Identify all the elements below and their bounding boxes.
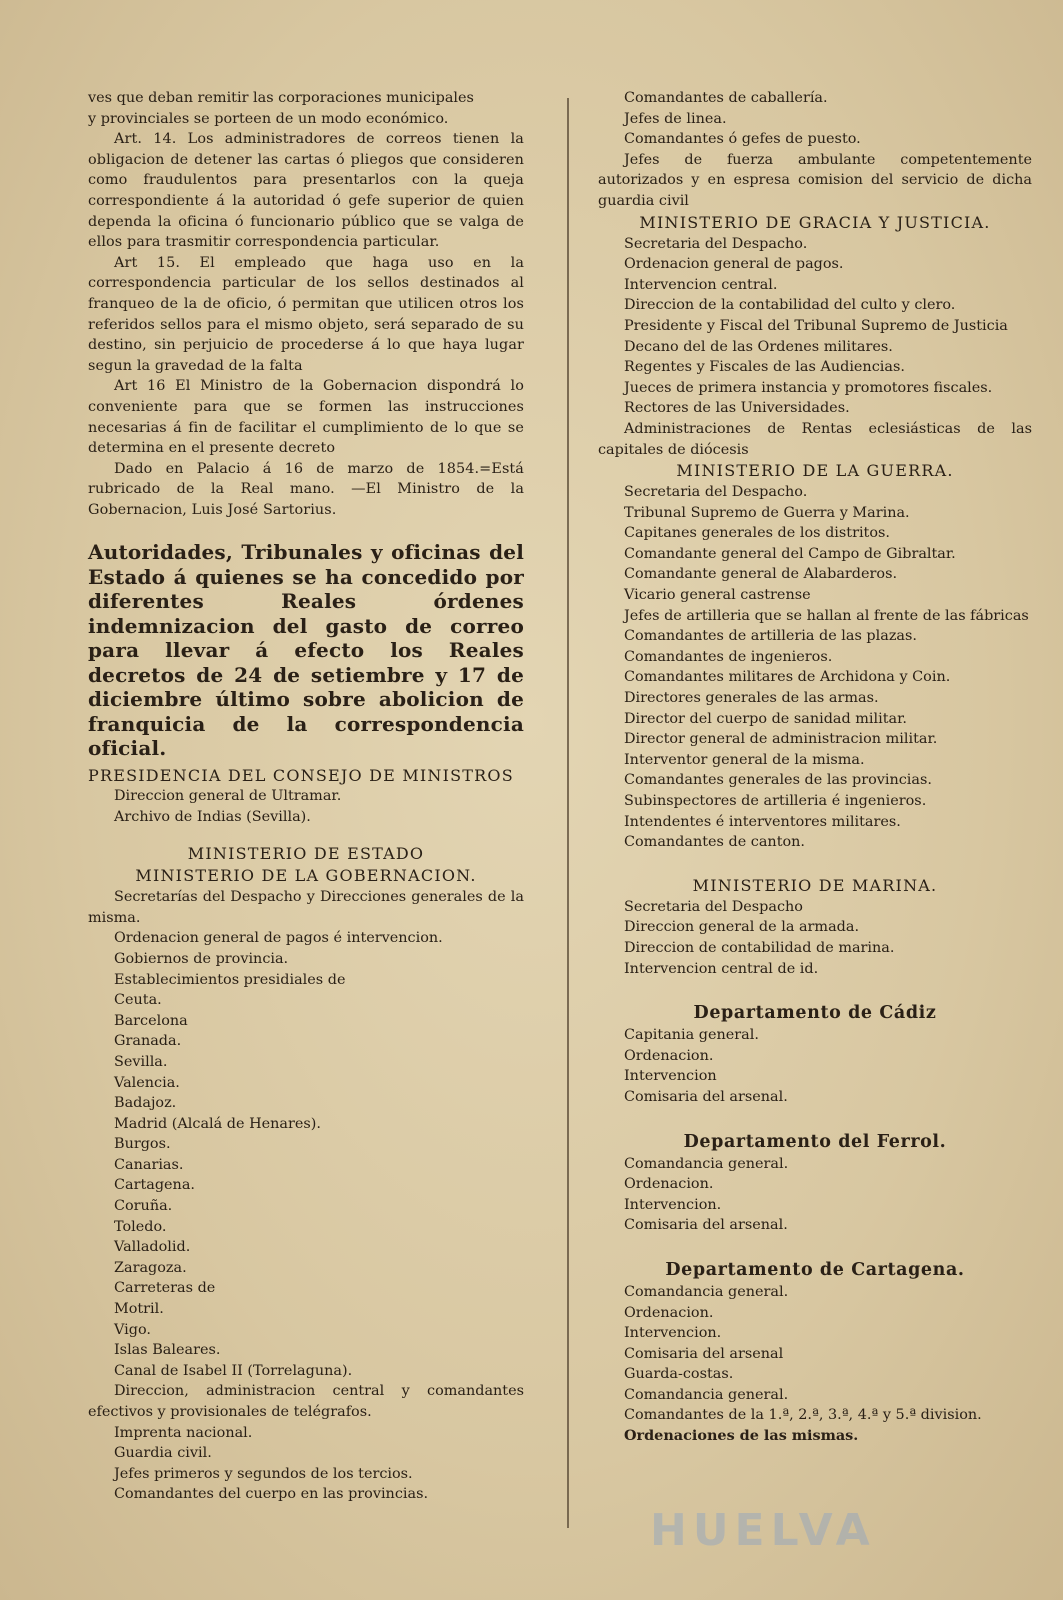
list-item: Comisaria del arsenal bbox=[624, 1345, 784, 1362]
list-item: Intervencion. bbox=[624, 1325, 722, 1342]
list-item: Administraciones de Rentas eclesiásticas de las capitales de diócesis bbox=[598, 420, 1032, 458]
list-item: Comandantes de artilleria de las plazas. bbox=[624, 628, 917, 645]
list-item: Direccion, administracion central y comandantes efectivos y provisionales de telégrafos. bbox=[88, 1383, 524, 1420]
list-item: Granada. bbox=[114, 1033, 182, 1050]
list-item: Comandancia general. bbox=[624, 1283, 789, 1300]
list-item: Ordenacion. bbox=[624, 1047, 714, 1064]
list-item: Comisaria del arsenal. bbox=[624, 1217, 788, 1234]
list-item: Regentes y Fiscales de las Audiencias. bbox=[624, 359, 905, 376]
list-item: Guarda-costas. bbox=[624, 1366, 734, 1383]
list-item: Comandancia general. bbox=[624, 1155, 789, 1172]
list-item: Comandancia general. bbox=[624, 1386, 789, 1403]
gobernacion-heading: MINISTERIO DE LA GOBERNACION. bbox=[135, 866, 477, 886]
article-15: Art 15. El empleado que haga uso en la correspondencia particular de los sellos destinados al franqueo de la de oficio, ó permitan que utilicen otros los referidos sellos para el mismo objeto, será separado de su destino, sin perjuicio de procederse á lo que haya lugar segun la gravedad de la falta bbox=[88, 254, 524, 374]
list-item: Direccion general de la armada. bbox=[624, 919, 860, 936]
decree-signature: Dado en Palacio á 16 de marzo de 1854.=Está rubricado de la Real mano. —El Ministro de la Gobernacion, Luis José Sartorius. bbox=[88, 460, 524, 518]
list-item: Rectores de las Universidades. bbox=[624, 400, 850, 417]
list-item: Tribunal Supremo de Guerra y Marina. bbox=[624, 504, 910, 521]
list-item: Gobiernos de provincia. bbox=[114, 950, 289, 967]
list-item: Intervencion bbox=[624, 1068, 717, 1085]
list-item: Valencia. bbox=[114, 1074, 180, 1091]
list-item: Direccion general de Ultramar. bbox=[114, 787, 342, 804]
list-item: Carreteras de bbox=[114, 1280, 216, 1297]
list-item: Barcelona bbox=[114, 1012, 188, 1029]
list-item: Canal de Isabel II (Torrelaguna). bbox=[114, 1362, 353, 1379]
list-item: Secretaria del Despacho. bbox=[624, 235, 808, 252]
list-item: Zaragoza. bbox=[114, 1259, 187, 1276]
article-16: Art 16 El Ministro de la Gobernacion dispondrá lo conveniente para que se formen las instrucciones necesarias á fin de facilitar el cumplimiento de lo que se determina en el presente decreto bbox=[88, 378, 524, 457]
list-item: Burgos. bbox=[114, 1136, 171, 1153]
left-column bbox=[88, 88, 524, 1505]
list-item: Establecimientos presidiales de bbox=[114, 971, 346, 988]
list-item: Ordenacion general de pagos é intervencion. bbox=[114, 930, 443, 947]
list-item: Comisaria del arsenal. bbox=[624, 1088, 788, 1105]
list-item: Islas Baleares. bbox=[114, 1342, 221, 1359]
list-item: Sevilla. bbox=[114, 1053, 168, 1070]
list-item: Toledo. bbox=[114, 1218, 167, 1235]
list-item: Archivo de Indias (Sevilla). bbox=[114, 808, 311, 825]
list-item: Madrid (Alcalá de Henares). bbox=[114, 1115, 321, 1132]
list-item: Subinspectores de artilleria é ingenieros. bbox=[624, 793, 927, 809]
list-item: Cartagena. bbox=[114, 1177, 195, 1194]
list-item: Direccion de la contabilidad del culto y clero. bbox=[624, 297, 956, 314]
list-item: Guardia civil. bbox=[114, 1445, 212, 1462]
text-line: y provinciales se porteen de un modo económico. bbox=[88, 110, 449, 127]
list-item: Intervencion central. bbox=[624, 276, 778, 293]
list-item: Jefes primeros y segundos de los tercios. bbox=[114, 1465, 413, 1482]
list-item: Intervencion central de id. bbox=[624, 960, 819, 977]
list-item: Direccion de contabilidad de marina. bbox=[624, 939, 895, 956]
marina-heading: MINISTERIO DE MARINA. bbox=[692, 875, 938, 895]
list-item: Decano del de las Ordenes militares. bbox=[624, 338, 893, 355]
list-item: Vicario general castrense bbox=[624, 587, 811, 604]
list-item: Vigo. bbox=[114, 1321, 151, 1338]
list-item: Ceuta. bbox=[114, 992, 162, 1009]
list-item: Comandantes generales de las provincias. bbox=[624, 772, 932, 789]
guerra-heading: MINISTERIO DE LA GUERRA. bbox=[676, 461, 954, 481]
list-item: Comandantes de la 1.ª, 2.ª, 3.ª, 4.ª y 5.ª division. bbox=[624, 1407, 982, 1424]
list-item: Imprenta nacional. bbox=[114, 1424, 253, 1441]
article-14: Art. 14. Los administradores de correos tienen la obligacion de detener las cartas ó pliegos que consideren como fraudulentos para presentarlos con la queja correspondiente á la autoridad ó gefe superior de quien dependa la oficina ó funcionario público que se valga de ellos para trasmitir correspondencia particular. bbox=[88, 131, 524, 251]
list-item: Jefes de fuerza ambulante competentemente autorizados y en espresa comision del servicio de dicha guardia civil bbox=[598, 151, 1032, 209]
list-item: Badajoz. bbox=[114, 1095, 177, 1112]
list-item: Presidente y Fiscal del Tribunal Supremo de Justicia bbox=[624, 317, 1008, 334]
presidencia-heading: PRESIDENCIA DEL CONSEJO DE MINISTROS bbox=[88, 765, 514, 785]
list-item: Comandante general del Campo de Gibraltar. bbox=[624, 545, 956, 562]
list-item: Jueces de primera instancia y promotores fiscales. bbox=[624, 379, 993, 396]
list-item: Comandantes de ingenieros. bbox=[624, 648, 833, 665]
list-item: Director del cuerpo de sanidad militar. bbox=[624, 710, 907, 727]
column-divider bbox=[567, 98, 569, 1528]
list-item: Comandante general de Alabarderos. bbox=[624, 566, 898, 583]
list-item: Directores generales de las armas. bbox=[624, 690, 879, 707]
list-item: Director general de administracion militar. bbox=[624, 731, 938, 748]
list-item: Secretaria del Despacho. bbox=[624, 484, 808, 501]
list-item: Comandantes de canton. bbox=[624, 834, 805, 851]
list-item: Ordenacion general de pagos. bbox=[624, 256, 844, 273]
list-item: Comandantes militares de Archidona y Coin. bbox=[624, 669, 951, 686]
list-item: Jefes de artilleria que se hallan al frente de las fábricas bbox=[624, 607, 1029, 624]
list-item: Secretarías del Despacho y Direcciones generales de la misma. bbox=[88, 889, 524, 926]
right-column bbox=[598, 88, 1032, 1447]
text-line: ves que deban remitir las corporaciones municipales bbox=[88, 90, 474, 106]
list-item: Ordenacion. bbox=[624, 1176, 714, 1193]
list-item: Secretaria del Despacho bbox=[624, 898, 803, 915]
list-item: Comandantes ó gefes de puesto. bbox=[624, 131, 861, 148]
list-item: Intendentes é interventores militares. bbox=[624, 813, 901, 830]
estado-heading: MINISTERIO DE ESTADO bbox=[187, 844, 425, 864]
cadiz-heading: Departamento de Cádiz bbox=[693, 1003, 937, 1024]
list-item: Comandantes del cuerpo en las provincias. bbox=[114, 1486, 429, 1503]
section-title: Autoridades, Tribunales y oficinas del Estado á quienes se ha concedido por diferentes Reales órdenes indemnizacion del gasto de correo para llevar á efecto los Reales decretos de 24 de setiembre y 17 de diciembre último sobre abolicion de franquicia de la correspondencia oficial. bbox=[88, 540, 524, 761]
library-watermark: HUELVA bbox=[650, 1505, 876, 1556]
list-item: Valladolid. bbox=[114, 1239, 191, 1256]
list-item: Capitanes generales de los distritos. bbox=[624, 525, 890, 542]
cartagena-heading: Departamento de Cartagena. bbox=[665, 1259, 965, 1280]
list-item: Interventor general de la misma. bbox=[624, 751, 865, 768]
list-item: Coruña. bbox=[114, 1198, 173, 1215]
list-item: Ordenaciones de las mismas. bbox=[624, 1427, 859, 1445]
list-item: Capitania general. bbox=[624, 1027, 759, 1044]
list-item: Ordenacion. bbox=[624, 1304, 714, 1321]
list-item: Motril. bbox=[114, 1301, 164, 1318]
list-item: Comandantes de caballería. bbox=[624, 90, 828, 106]
list-item: Canarias. bbox=[114, 1156, 184, 1173]
list-item: Jefes de linea. bbox=[624, 110, 727, 127]
ferrol-heading: Departamento del Ferrol. bbox=[683, 1131, 947, 1152]
gracia-heading: MINISTERIO DE GRACIA Y JUSTICIA. bbox=[639, 212, 991, 232]
list-item: Intervencion. bbox=[624, 1196, 722, 1213]
